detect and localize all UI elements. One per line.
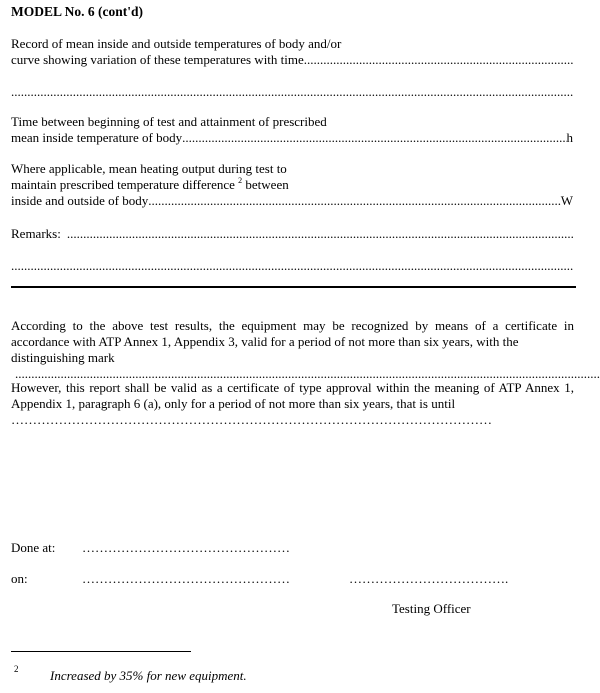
valid-until-dotted-line: ………………………………………………………………………………………………… (11, 412, 492, 427)
section-divider (11, 286, 576, 288)
conclusion-para2-body: However, this report shall be valid as a certificate of type approval within the meaning of ATP Annex 1, Appendix 1, paragraph 6 (a), only for a period of not more than six years, that is until (11, 380, 574, 411)
heating-label-line2 (11, 177, 289, 193)
distinguishing-mark-dotted-line (15, 366, 600, 381)
footnote-text: Increased by 35% for new equipment. (50, 668, 247, 683)
heating-field (11, 193, 573, 209)
record-dotted-line-2 (11, 84, 573, 100)
remarks-dotted-line (67, 226, 573, 242)
conclusion-paragraph-1 (11, 318, 574, 382)
time-dotted-line (182, 130, 566, 146)
heating-label-line2-b: between (245, 177, 289, 192)
conclusion-para1-body: According to the above test results, the equipment may be recognized by means of a certificate in accordance with ATP Annex 1, Appendix 3, valid for a period of not more than six years, with the (11, 318, 574, 349)
heating-unit: W (560, 193, 573, 208)
on-dotted-line: ………………………………………… (82, 571, 290, 586)
heating-label-line3: inside and outside of body (11, 193, 149, 208)
record-dotted-line (304, 52, 573, 68)
signature-dotted-line: ………………………………. (349, 571, 509, 586)
page-title: MODEL No. 6 (cont'd) (11, 4, 144, 19)
conclusion-paragraph-2 (11, 380, 574, 428)
record-label-line1: Record of mean inside and outside temperatures of body and/or (11, 36, 342, 51)
footnote-number: 2 (14, 664, 19, 674)
record-field (11, 52, 573, 68)
time-field (11, 130, 573, 146)
remarks-field (11, 226, 573, 242)
done-at-dotted-line: ………………………………………… (82, 540, 290, 555)
time-label-line1: Time between beginning of test and attainment of prescribed (11, 114, 327, 129)
heating-label-line1: Where applicable, mean heating output during test to (11, 161, 287, 176)
remarks-dotted-line-2 (11, 258, 573, 274)
heating-footnote-ref: 2 (238, 176, 243, 185)
remarks-blank-line (11, 258, 573, 274)
testing-officer-label: Testing Officer (392, 601, 471, 616)
footnote-separator (11, 651, 191, 652)
distinguishing-mark-label: distinguishing mark (11, 350, 115, 365)
on-label: on: (11, 571, 28, 586)
time-unit: h (566, 130, 573, 145)
record-label-line2: curve showing variation of these temperatures with time (11, 52, 304, 67)
record-blank-line (11, 84, 573, 100)
done-at-label: Done at: (11, 540, 56, 555)
remarks-label: Remarks: (11, 226, 61, 241)
distinguishing-mark-field (11, 350, 574, 382)
heating-label-line2-a: maintain prescribed temperature difference (11, 177, 235, 192)
heating-dotted-line (148, 193, 561, 209)
time-label-line2: mean inside temperature of body (11, 130, 183, 145)
